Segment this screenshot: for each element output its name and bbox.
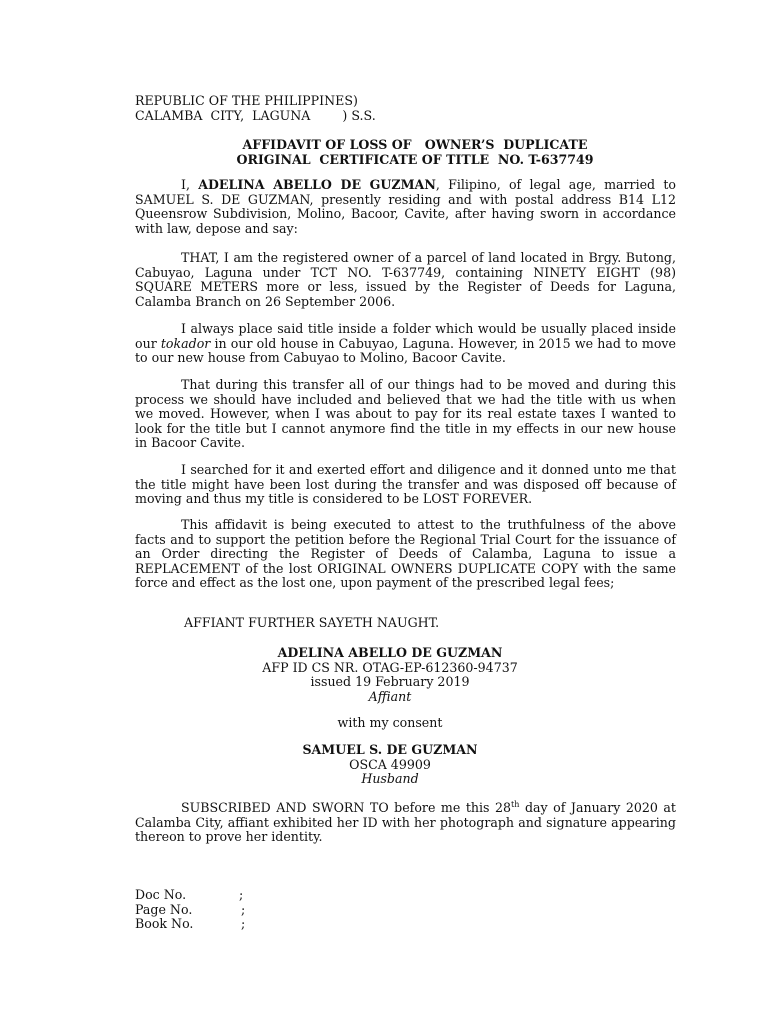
title-line-2: ORIGINAL CERTIFICATE OF TITLE NO. T-637749 xyxy=(236,151,594,167)
jurat-text-a: SUBSCRIBED AND SWORN TO before me this 28 xyxy=(181,800,512,815)
paragraph-purpose: This affidavit is being executed to attest to the truthfulness of the above facts and to support the petition before the Regional Trial Court for the issuance of an Order directing the Register of Deeds of Calamba, Laguna to issue a REPLACEMENT of the lost ORIGINAL OWNERS DUPLICATE COPY with the same force and effect as the lost one, upon payment of the prescribed legal fees; xyxy=(135,517,676,591)
jurat-paragraph xyxy=(135,801,676,845)
jurat-ordinal-suffix: th xyxy=(511,799,520,809)
husband-role: Husband xyxy=(361,771,419,787)
storage-text-italic: tokador xyxy=(160,335,211,351)
affiant-role: Affiant xyxy=(368,688,412,704)
husband-name: SAMUEL S. DE GUZMAN xyxy=(302,742,478,757)
doc-no-value: ; xyxy=(239,887,244,902)
paragraph-ownership: THAT, I am the registered owner of a parcel of land located in Brgy. Butong, Cabuyao, Laguna under TCT NO. T-637749, containing NINETY EIGHT (98) SQUARE METERS more or less, issued by the Register of Deeds for Laguna, Calamba Branch on 26 September 2006. xyxy=(135,250,676,309)
venue-line-2: CALAMBA CITY, LAGUNA ) S.S. xyxy=(135,107,376,123)
consent-text: with my consent xyxy=(337,715,443,730)
page-no-value: ; xyxy=(241,901,246,917)
notary-doc-row xyxy=(135,888,676,903)
doc-no-label: Doc No. xyxy=(135,887,187,902)
intro-lead: I, xyxy=(181,177,199,192)
paragraph-storage xyxy=(135,322,676,366)
paragraph-search: I searched for it and exerted effort and diligence and it donned unto me that the title might have been lost during the transfer and was disposed off because of moving and thus my title is considered to be LOST FOREVER. xyxy=(135,462,676,507)
book-no-label: Book No. xyxy=(135,916,194,932)
husband-signature-block xyxy=(250,743,530,787)
storage-text-a: I always place said title inside a folder which would be usually placed inside our xyxy=(135,321,676,351)
venue-line-1: REPUBLIC OF THE PHILIPPINES) xyxy=(135,93,358,108)
intro-paragraph xyxy=(135,178,676,236)
consent-line xyxy=(250,716,530,731)
affiant-id-issued: issued 19 February 2019 xyxy=(310,674,470,690)
jurat-text-b: day of January 2020 at Calamba City, affiant exhibited her ID with her photograph and signature appearing thereon to prove her identity. xyxy=(135,800,676,845)
notary-register xyxy=(135,888,676,932)
venue-header xyxy=(135,94,676,123)
affiant-name-inline: ADELINA ABELLO DE GUZMAN xyxy=(198,177,436,192)
page-no-label: Page No. xyxy=(135,901,193,917)
notary-page-row xyxy=(135,903,676,918)
document-title xyxy=(135,138,695,167)
storage-text-b: in our old house in Cabuyao, Laguna. However, in 2015 we had to move to our new house from Cabuyao to Molino, Bacoor Cavite. xyxy=(135,335,676,366)
affiant-signature-block xyxy=(250,646,530,704)
book-no-value: ; xyxy=(241,916,246,932)
affiant-further-statement: AFFIANT FURTHER SAYETH NAUGHT. xyxy=(184,615,440,630)
affiant-name: ADELINA ABELLO DE GUZMAN xyxy=(277,645,503,660)
intro-rest: , Filipino, of legal age, married to SAMUEL S. DE GUZMAN, presently residing and with postal address B14 L12 Queensrow Subdivision, Molino, Bacoor, Cavite, after having sworn in accordance with law, depose and say: xyxy=(135,177,677,236)
title-line-1: AFFIDAVIT OF LOSS OF OWNER’S DUPLICATE xyxy=(242,137,588,152)
husband-id: OSCA 49909 xyxy=(349,756,431,772)
affiant-id: AFP ID CS NR. OTAG-EP-612360-94737 xyxy=(262,659,518,675)
paragraph-transfer: That during this transfer all of our things had to be moved and during this process we should have included and believed that we had the title with us when we moved. However, when I was about to pay for its real estate taxes I wanted to look for the title but I cannot anymore find the title in my effects in our new house in Bacoor Cavite. xyxy=(135,377,676,451)
notary-book-row xyxy=(135,917,676,932)
